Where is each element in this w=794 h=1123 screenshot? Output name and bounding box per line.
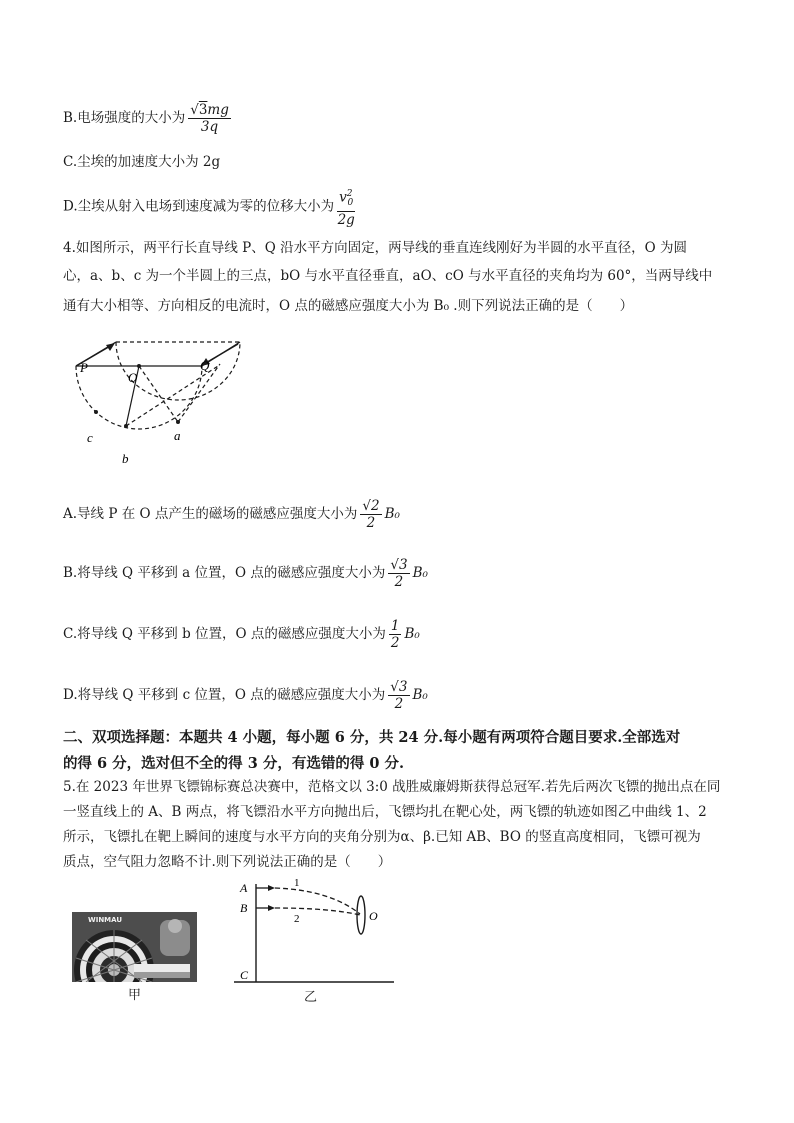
q5-label-b: B (240, 901, 248, 915)
q4-option-b-tail: B₀ (412, 565, 428, 581)
q4-option-a-tail: B₀ (384, 506, 400, 522)
q5-line-1: 5.在 2023 年世界飞镖锦标赛总决赛中，范格文以 3:0 战胜威廉姆斯获得总冠军.若先后两次飞镖的抛出点在同 (63, 779, 721, 795)
q4-option-c-text: C.将导线 Q 平移到 b 位置，O 点的磁感应强度大小为 (63, 626, 386, 642)
q4-option-b-text: B.将导线 Q 平移到 a 位置，O 点的磁感应强度大小为 (63, 565, 386, 581)
q5-line-4: 质点，空气阻力忽略不计.则下列说法正确的是（ ） (63, 854, 392, 870)
q5-trajectory-figure (230, 878, 400, 988)
q5-label-curve-1: 1 (294, 878, 300, 889)
q4-option-b-fraction (388, 557, 409, 590)
q4-option-d-text: D.将导线 Q 平移到 c 位置，O 点的磁感应强度大小为 (63, 687, 386, 703)
q4-option-b-den: 2 (394, 574, 404, 590)
option-3d (63, 186, 358, 228)
q4-option-c (63, 618, 420, 651)
q4-option-c-num: 1 (390, 618, 400, 634)
option-3b-root: 3 (198, 102, 208, 118)
q4-option-a-num: √2 (362, 498, 380, 514)
q5-line-3: 所示，飞镖扎在靶上瞬间的速度与水平方向的夹角分别为α、β.已知 AB、BO 的竖直高度相同，飞镖可视为 (63, 829, 701, 845)
dartboard-photo (72, 912, 197, 982)
q4-label-c: c (87, 430, 93, 445)
option-3b-den: 3q (200, 119, 219, 135)
q4-option-a-den: 2 (366, 515, 376, 531)
q4-option-b-num: √3 (390, 557, 408, 573)
option-3d-prefix: D.尘埃从射入电场到速度减为零的位移大小为 (63, 198, 335, 215)
q5-label-o: O (369, 909, 378, 923)
option-3b-fraction: $\frac{√3mg}{3q}$ (190, 102, 229, 135)
fig-jia-caption: 甲 (128, 988, 142, 1003)
q4-label-o: O (128, 370, 138, 385)
option-3c: C.尘埃的加速度大小为 2g (63, 154, 221, 170)
q4-option-a-text: A.导线 P 在 O 点产生的磁场的磁感应强度大小为 (63, 506, 358, 522)
q4-option-d-den: 2 (394, 696, 404, 712)
q4-option-b (63, 557, 428, 590)
q4-option-d-tail: B₀ (412, 687, 428, 703)
q4-option-d (63, 679, 428, 712)
option-3d-num-sub: 0 (347, 198, 354, 209)
q4-option-d-fraction (388, 679, 409, 712)
q4-line-3: 通有大小相等、方向相反的电流时，O 点的磁感应强度大小为 B₀ .则下列说法正确的是（ ） (63, 298, 634, 314)
fig-yi-caption: 乙 (304, 990, 318, 1005)
option-3d-den: 2g (337, 212, 355, 229)
q4-option-a-fraction (360, 498, 381, 531)
q4-option-d-num: √3 (390, 679, 408, 695)
q4-line-2: 心，a、b、c 为一个半圆上的三点，bO 与水平直径垂直，aO、cO 与水平直径的夹角均为 60°，当两导线中 (63, 268, 713, 284)
q4-line-1: 4.如图所示，两平行长直导线 P、Q 沿水平方向固定，两导线的垂直连线刚好为半圆的水平直径，O 为圆 (63, 240, 687, 256)
q4-option-a (63, 498, 400, 531)
q5-line-2: 一竖直线上的 A、B 两点，将飞镖沿水平方向抛出后，飞镖均扎在靶心处，两飞镖的轨迹如图乙中曲线 1、2 (63, 804, 707, 820)
q5-label-c: C (240, 968, 249, 982)
q4-label-b: b (122, 451, 129, 466)
q5-label-a: A (240, 881, 248, 895)
option-3d-num: v (339, 189, 347, 206)
q4-option-c-den: 2 (390, 635, 400, 651)
q5-label-curve-2: 2 (294, 913, 300, 925)
section2-line-2: 的得 6 分，选对但不全的得 3 分，有选错的得 0 分. (63, 755, 405, 772)
option-3b-num-rest: mg (207, 102, 229, 118)
option-3b (63, 102, 234, 135)
q4-option-c-tail: B₀ (404, 626, 420, 642)
option-3d-fraction (337, 186, 355, 228)
photo-brand-text: WINMAU (88, 916, 123, 924)
q4-figure (68, 330, 258, 470)
q4-label-p: P (80, 360, 88, 375)
section2-line-1: 二、双项选择题：本题共 4 小题，每小题 6 分，共 24 分.每小题有两项符合题目要求.全部选对 (63, 729, 681, 746)
option-3b-prefix: B.电场强度的大小为 (63, 110, 186, 126)
q4-option-c-fraction (389, 618, 402, 651)
option-3d-num-sup: 2 (346, 189, 353, 199)
q4-label-a: a (174, 428, 181, 443)
q4-label-q: Q (200, 358, 210, 373)
